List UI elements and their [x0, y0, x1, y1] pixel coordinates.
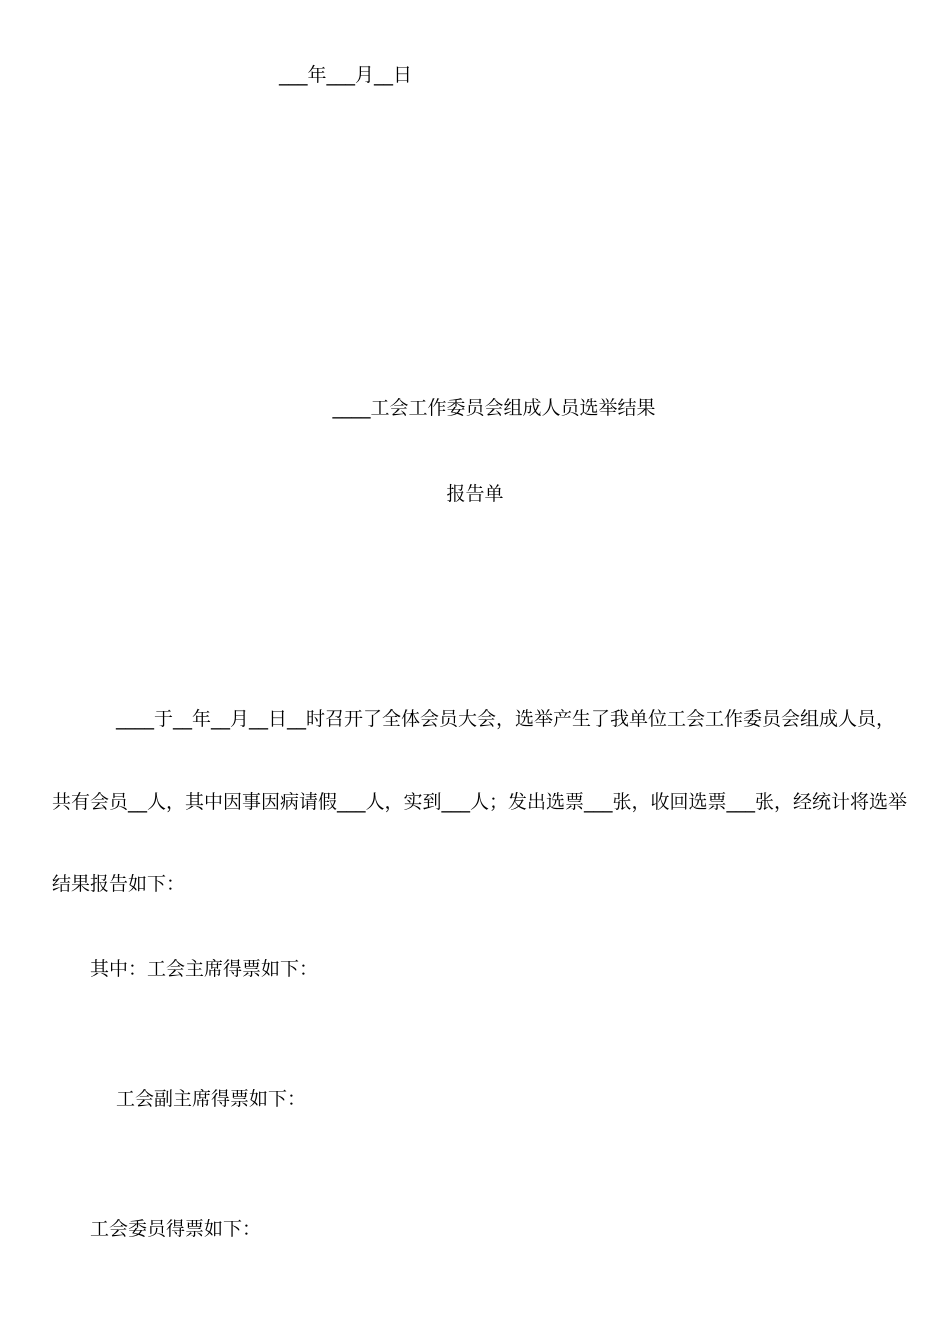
vice-chairman-votes-heading: 工会副主席得票如下：: [116, 1088, 307, 1110]
chairman-votes-heading: 其中：工会主席得票如下：: [90, 958, 319, 980]
committee-members-votes-heading: 工会委员得票如下：: [90, 1218, 262, 1240]
paragraph-line-3: 结果报告如下：: [52, 873, 186, 895]
paragraph-line-2: 共有会员__人，其中因事因病请假___人，实到___人；发出选票___张，收回选票___张，经统计将选举: [52, 791, 908, 813]
paragraph-line-1: ____于__年__月__日__时召开了全体会员大会，选举产生了我单位工会工作委员会组成人员，: [116, 708, 896, 730]
document-subtitle: 报告单: [446, 483, 504, 505]
document-title: ____工会工作委员会组成人员选举结果: [332, 397, 656, 419]
date-line: ___年___月__日: [279, 64, 413, 86]
